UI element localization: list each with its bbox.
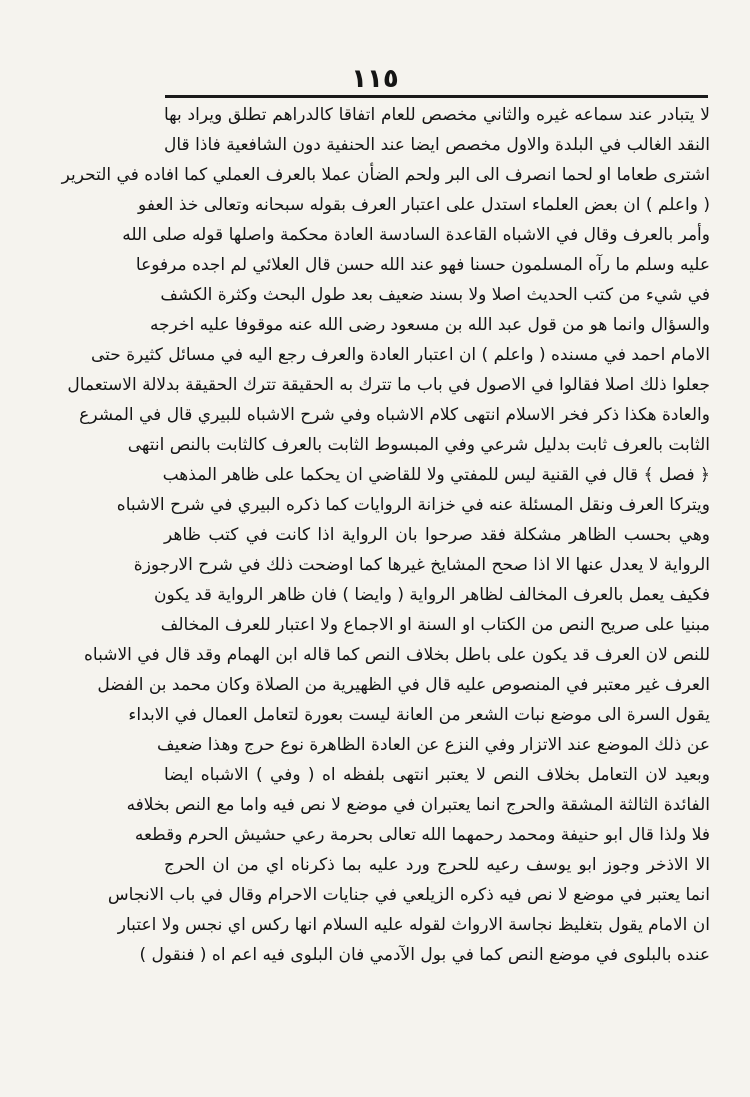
text-line: يقول السرة الى موضع نبات الشعر من العانة ليست بعورة لتعامل العمال في الابداء [128,705,710,725]
text-line: ويتركا العرف ونقل المسئلة عنه في خزانة الروايات كما ذكره البيري في شرح الاشباه [116,495,710,515]
text-line: عنده بالبلوى في موضع النص كما في بول الآدمي فان البلوى فيه اعم اه ( فنقول ) [139,945,710,965]
text-line: الا الاذخر وجوز ابو يوسف رعيه للحرج ورد عليه بما ذكرناه اي من ان الحرج [164,855,710,875]
text-line: عن ذلك الموضع عند الاتزار وفي النزع عن العادة الظاهرة نوع حرج وهذا ضعيف [157,735,710,755]
text-line: وهي بحسب الظاهر مشكلة فقد صرحوا بان الرواية اذا كانت في كتب ظاهر [164,525,710,545]
text-line: وبعيد لان التعامل بخلاف النص لا يعتبر انتهى بلفظه اه ( وفي ) الاشباه ايضا [164,765,710,785]
text-line: جعلوا ذلك اصلا فقالوا في الاصول في باب ما تترك به الحقيقة تترك الحقيقة بدلالة الاستعمال [67,375,710,395]
text-line: الرواية لا يعدل عنها الا اذا صحح المشايخ غيرها كما اوضحت ذلك في شرح الارجوزة [133,555,710,575]
text-line: الامام احمد في مسنده ( واعلم ) ان اعتبار العادة والعرف رجع اليه في مسائل كثيرة حتى [91,345,710,365]
text-line: انما يعتبر في موضع لا نص فيه ذكره الزيلعي في جنايات الاحرام وقال في باب الانجاس [107,885,710,905]
text-line: الثابت بالعرف ثابت بدليل شرعي وفي المبسوط الثابت بالعرف كالثابت بالنص انتهى [127,435,710,455]
text-line: فلا ولذا قال ابو حنيفة ومحمد رحمهما الله تعالى بحرمة رعي حشيش الحرم وقطعه [134,825,710,845]
text-line: في شيء من كتب الحديث اصلا ولا بسند ضعيف بعد طول البحث وكثرة الكشف [160,285,710,305]
text-line: مبنيا على صريح النص من الكتاب او السنة او الاجماع ولا اعتبار للعرف المخالف [160,615,710,635]
text-line: فكيف يعمل بالعرف المخالف لظاهر الرواية ( وايضا ) فان ظاهر الرواية قد يكون [154,585,710,605]
page-number: ١١٥ [351,64,399,94]
text-line: والسؤال وانما هو من قول عبد الله بن مسعود رضى الله عنه موقوفا عليه اخرجه [149,315,710,335]
header-rule [165,95,708,98]
text-line: العرف غير معتبر في المنصوص عليه قال في الظهيرية من الصلاة وكان محمد بن الفضل [97,675,710,695]
text-line: للنص لان العرف قد يكون على باطل بخلاف النص كما قاله ابن الهمام وقد قال في الاشباه [84,645,710,665]
text-line: وأمر بالعرف وقال في الاشباه القاعدة السادسة العادة محكمة واصلها قوله صلى الله [122,225,710,245]
text-line: ( واعلم ) ان بعض العلماء استدل على اعتبار العرف بقوله سبحانه وتعالى خذ العفو [138,195,710,215]
text-line: لا يتبادر عند سماعه غيره والثاني مخصص للعام اتفاقا كالدراهم تطلق ويراد بها [164,105,710,125]
text-line: الفائدة الثالثة المشقة والحرج انما يعتبران في موضع لا نص فيه واما مع النص بخلافه [126,795,710,815]
text-line: اشترى طعاما او لحما انصرف الى البر ولحم الضأن عملا بالعرف العملي كما افاده في التحرير [61,165,710,185]
text-line: والعادة هكذا ذكر فخر الاسلام انتهى كلام الاشباه وفي شرح الاشباه للبيري قال في المشرع [79,405,710,425]
text-line: ان الامام يقول بتغليظ نجاسة الارواث لقوله عليه السلام انها ركس اي نجس ولا اعتبار [117,915,710,935]
text-line: ﴿ فصل ﴾ قال في القنية ليس للمفتي ولا للقاضي ان يحكما على ظاهر المذهب [162,465,710,485]
text-line: النقد الغالب في البلدة والاول مخصص ايضا عند الحنفية دون الشافعية فاذا قال [164,135,710,155]
body-text [61,100,710,970]
text-line: عليه وسلم ما رآه المسلمون حسنا فهو عند الله حسن قال العلائي لم اجده مرفوعا [135,255,710,275]
